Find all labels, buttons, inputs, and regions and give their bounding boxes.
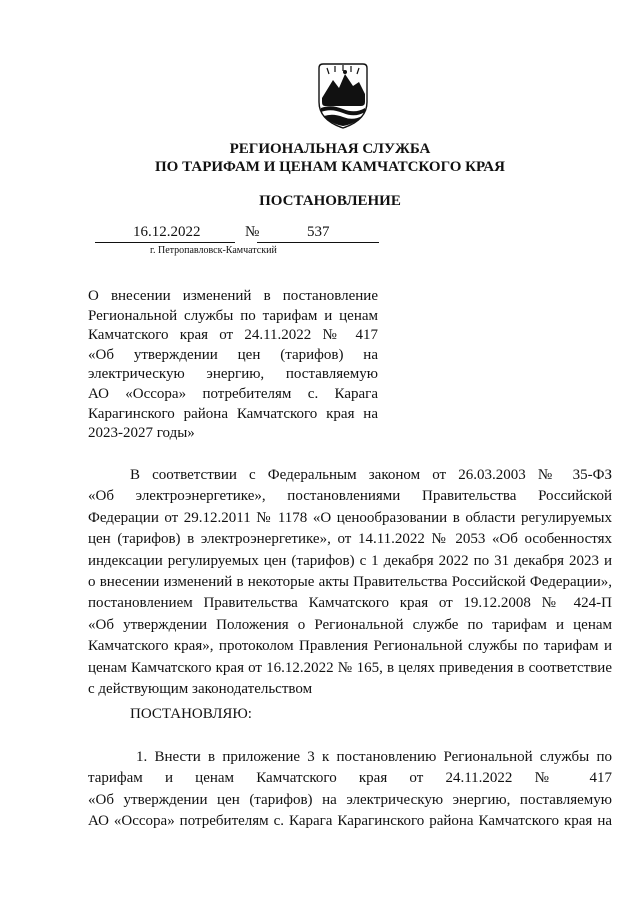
paragraph-line: Федерации от 29.12.2011 № 1178 «О ценообразовании в области регулируемых [88, 509, 612, 526]
paragraph-line: индексации регулируемых цен (тарифов) с 1 декабря 2022 по 31 декабря 2023 и [88, 552, 612, 569]
date-number-line [95, 224, 385, 244]
paragraph-line: В соответствии с Федеральным законом от 26.03.2003 № 35-ФЗ [130, 467, 612, 483]
document-number: 537 [307, 224, 330, 240]
subject-line: Камчатского края от 24.11.2022 № 417 [88, 327, 378, 344]
paragraph-line: постановлением Правительства Камчатского края от 19.12.2008 № 424-П [88, 595, 612, 612]
issue-city: г. Петропавловск-Камчатский [150, 245, 277, 256]
date-underline [95, 242, 235, 243]
subject-line: Региональной службы по тарифам и ценам [88, 307, 378, 324]
number-underline [257, 242, 379, 243]
subject-line: О внесении изменений в постановление [88, 288, 378, 304]
preamble-paragraph [88, 465, 612, 700]
paragraph-line: АО «Оссора» потребителям с. Карага Карагинского района Камчатского края на [88, 813, 612, 830]
subject-line: «Об утверждении цен (тарифов) на [88, 346, 378, 363]
document-subject [88, 287, 378, 444]
paragraph-line: тарифам и ценам Камчатского края от 24.11.2022 № 417 [88, 770, 612, 787]
subject-line: Карагинского района Камчатского края на [88, 405, 378, 422]
paragraph-line: «Об утверждении Положения о Региональной службе по тарифам и ценам [88, 616, 612, 633]
paragraph-line: «Об утверждении цен (тарифов) на электрическую энергию, поставляемую [88, 791, 612, 808]
subject-line: электрическую энергию, поставляемую [88, 366, 378, 383]
paragraph-line: 1. Внести в приложение 3 к постановлению Региональной службы по [136, 749, 612, 765]
subject-line: АО «Оссора» потребителям с. Карага [88, 385, 378, 402]
decree-word: ПОСТАНОВЛЯЮ: [130, 706, 252, 722]
paragraph-line: Камчатского края», протоколом Правления Региональной службы по тарифам и [88, 638, 612, 655]
organization-name-line2: ПО ТАРИФАМ И ЦЕНАМ КАМЧАТСКОГО КРАЯ [155, 159, 505, 175]
subject-line: 2023-2027 годы» [88, 425, 195, 442]
paragraph-line: цен (тарифов) в электроэнергетике», от 14.11.2022 № 2053 «Об особенностях [88, 531, 612, 548]
document-date: 16.12.2022 [133, 224, 201, 240]
paragraph-line: с действующим законодательством [88, 680, 313, 697]
coat-of-arms-icon [315, 62, 371, 130]
paragraph-line: о внесении изменений в некоторые акты Правительства Российской Федерации», [88, 573, 612, 590]
paragraph-line: «Об электроэнергетике», постановлениями Правительства Российской [88, 488, 612, 505]
document-type-title: ПОСТАНОВЛЕНИЕ [259, 193, 401, 209]
paragraph-line: ценам Камчатского края от 16.12.2022 № 165, в целях приведения в соответствие [88, 659, 612, 676]
organization-name-line1: РЕГИОНАЛЬНАЯ СЛУЖБА [229, 141, 431, 157]
clause-1-paragraph [88, 747, 612, 833]
number-sign: № [245, 224, 260, 240]
